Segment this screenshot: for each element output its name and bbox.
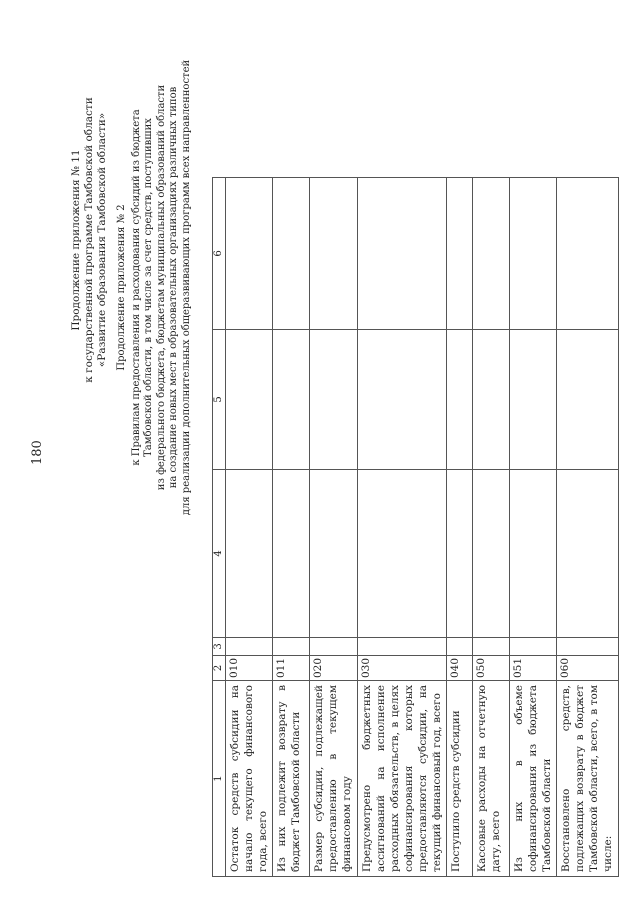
row-label: Размер субсидии, подлежащей предоставлению в текущем финансовом году xyxy=(310,681,358,877)
column-header-1: 1 xyxy=(213,681,226,877)
table-cell xyxy=(473,469,510,637)
rules-header-line-1: Продолжение приложения № 2 xyxy=(116,204,127,371)
column-header-5: 5 xyxy=(213,329,226,469)
table-cell xyxy=(273,469,310,637)
row-code: 060 xyxy=(557,655,619,680)
row-code: 050 xyxy=(473,655,510,680)
row-code: 040 xyxy=(447,655,473,680)
table-row xyxy=(226,177,273,876)
table-cell xyxy=(447,177,473,329)
table-cell xyxy=(557,329,619,469)
table-row xyxy=(273,177,310,876)
table-cell xyxy=(447,329,473,469)
table-cell xyxy=(226,469,273,637)
rules-header-line-3: Тамбовской области, в том числе за счет средств, поступивших xyxy=(143,118,154,457)
table-cell xyxy=(557,469,619,637)
table-cell xyxy=(510,329,557,469)
table-cell xyxy=(273,329,310,469)
table-cell xyxy=(226,329,273,469)
table-cell xyxy=(473,637,510,655)
row-label: Поступило средств субсидии xyxy=(447,681,473,877)
table-cell xyxy=(358,329,447,469)
row-code: 011 xyxy=(273,655,310,680)
table-cell xyxy=(510,469,557,637)
appendix-header-line-1: Продолжение приложения № 11 xyxy=(70,149,82,331)
column-header-2: 2 xyxy=(213,655,226,680)
table-cell xyxy=(310,329,358,469)
table-cell xyxy=(510,177,557,329)
appendix-header-line-3: «Развитие образования Тамбовской области» xyxy=(96,112,108,368)
table-cell xyxy=(557,637,619,655)
row-label: Кассовые расходы на отчетную дату, всего xyxy=(473,681,510,877)
row-label: Из них подлежит возврату в бюджет Тамбовской области xyxy=(273,681,310,877)
page-number: 180 xyxy=(30,440,45,465)
column-header-3: 3 xyxy=(213,637,226,655)
table-cell xyxy=(557,177,619,329)
table-cell xyxy=(310,469,358,637)
row-label: Предусмотрено бюджетных ассигнований на исполнение расходных обязательств, в целях софинансирования которых предоставляются субсидии, на текущий финансовый год, всего xyxy=(358,681,447,877)
column-header-6: 6 xyxy=(213,177,226,329)
rules-header xyxy=(116,5,193,570)
table-cell xyxy=(226,177,273,329)
row-code: 010 xyxy=(226,655,273,680)
table-cell xyxy=(447,469,473,637)
table-cell xyxy=(273,177,310,329)
appendix-header xyxy=(70,5,109,475)
table-cell xyxy=(358,177,447,329)
table-row xyxy=(447,177,473,876)
table-cell xyxy=(226,637,273,655)
table-cell xyxy=(310,637,358,655)
table-row xyxy=(557,177,619,876)
table-cell xyxy=(273,637,310,655)
appendix-header-line-2: к государственной программе Тамбовской области xyxy=(83,97,95,383)
table-cell xyxy=(510,637,557,655)
table-cell xyxy=(473,329,510,469)
table-cell xyxy=(358,637,447,655)
table-cell xyxy=(447,637,473,655)
rules-header-line-5: на создание новых мест в образовательных организациях различных типов xyxy=(168,86,179,489)
subsidy-report-table xyxy=(212,177,619,877)
row-code: 051 xyxy=(510,655,557,680)
row-label: Остаток средств субсидии на начало текущего финансового года, всего xyxy=(226,681,273,877)
table-row xyxy=(310,177,358,876)
table-row xyxy=(473,177,510,876)
table-cell xyxy=(358,469,447,637)
row-label: Из них в объеме софинансирования из бюджета Тамбовской области xyxy=(510,681,557,877)
rules-header-line-4: из федерального бюджета, бюджетам муниципальных образований области xyxy=(155,84,167,491)
row-label: Восстановлено средств, подлежащих возврату в бюджет Тамбовской области, всего, в том числе: xyxy=(557,681,619,877)
table-header-row xyxy=(213,177,226,876)
rules-header-line-2: к Правилам предоставления и расходования субсидий из бюджета xyxy=(130,109,142,466)
row-code: 030 xyxy=(358,655,447,680)
table-row xyxy=(358,177,447,876)
table-cell xyxy=(310,177,358,329)
rules-header-line-6: для реализации дополнительных общеразвивающих программ всех направленностей xyxy=(180,59,192,516)
table-cell xyxy=(473,177,510,329)
table-row xyxy=(510,177,557,876)
column-header-4: 4 xyxy=(213,469,226,637)
row-code: 020 xyxy=(310,655,358,680)
